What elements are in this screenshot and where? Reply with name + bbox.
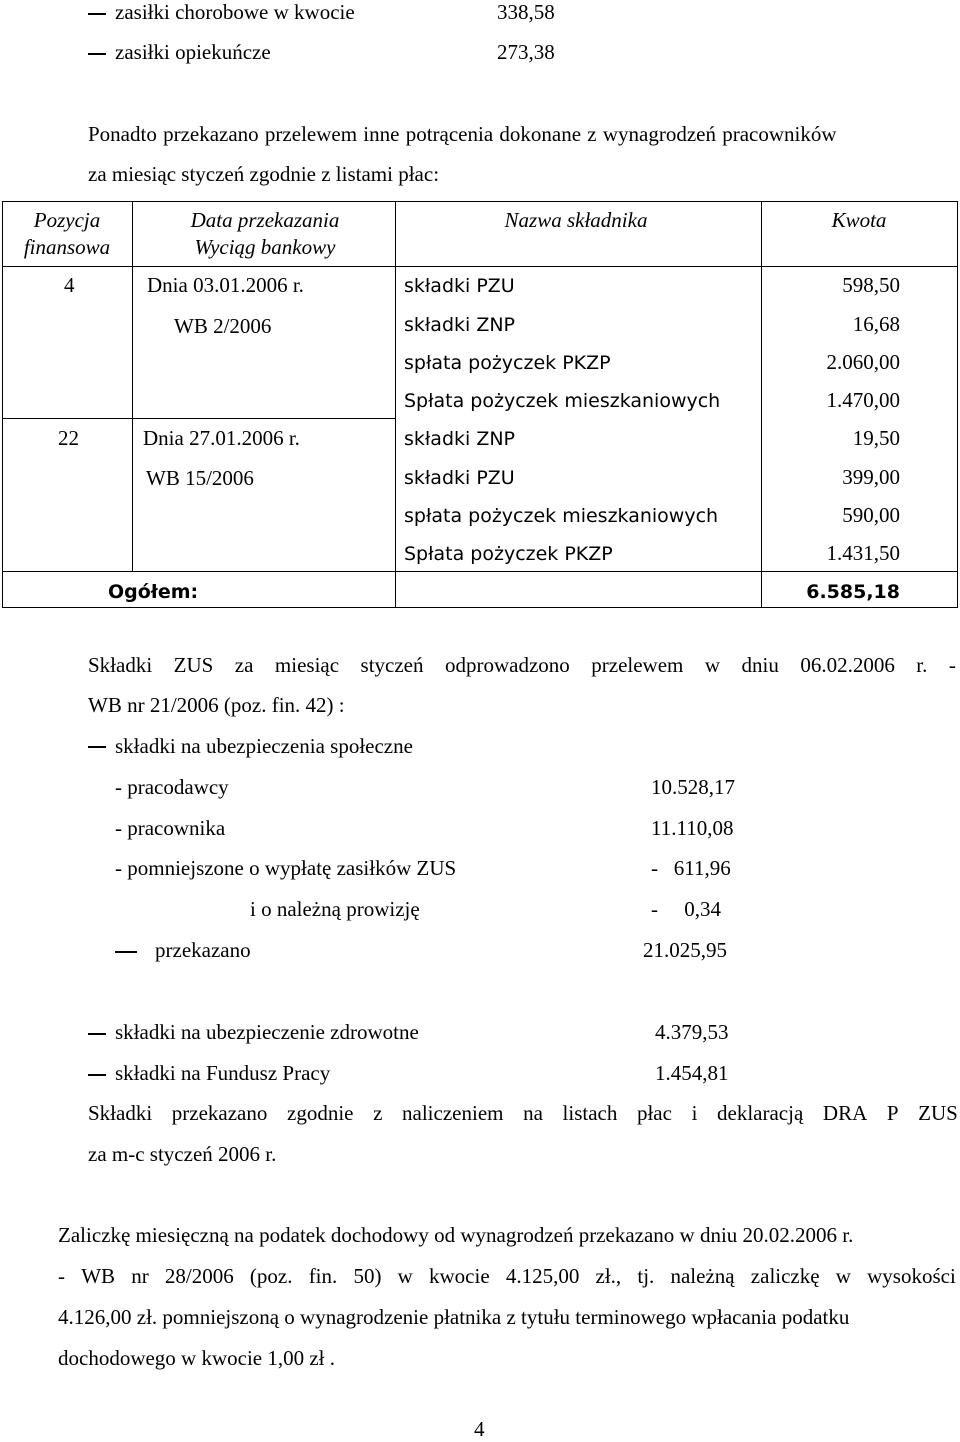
item-amount: 16,68 bbox=[852, 312, 900, 336]
word: w bbox=[835, 1264, 851, 1288]
word: dniu bbox=[741, 653, 779, 677]
item-name: składki ZNP bbox=[404, 314, 516, 336]
word: - bbox=[948, 653, 956, 677]
sub-item-label: i o należną prowizję bbox=[250, 897, 420, 921]
list-item-value: 338,58 bbox=[497, 0, 555, 24]
sub-item-value: 10.528,17 bbox=[651, 775, 735, 799]
word: fin. bbox=[308, 1264, 338, 1288]
header-nazwa-skladnika: Nazwa składnika bbox=[504, 208, 648, 232]
word: wysokości bbox=[867, 1264, 956, 1288]
item-name: spłata pożyczek mieszkaniowych bbox=[404, 505, 719, 527]
item-amount: 2.060,00 bbox=[826, 350, 900, 374]
zus-note-line: za m-c styczeń 2006 r. bbox=[88, 1142, 277, 1166]
list-item-label: zasiłki opiekuńcze bbox=[115, 40, 271, 64]
page-number: 4 bbox=[474, 1417, 485, 1441]
item-name: Spłata pożyczek mieszkaniowych bbox=[404, 390, 721, 412]
list-dash bbox=[88, 746, 106, 748]
paragraph-line: za miesiąc styczeń zgodnie z listami płac: bbox=[88, 162, 440, 186]
item-name: składki PZU bbox=[404, 467, 515, 489]
word: styczeń bbox=[360, 653, 424, 677]
word: P bbox=[886, 1101, 899, 1125]
word: - bbox=[58, 1264, 65, 1288]
zus-paragraph-line: WB nr 21/2006 (poz. fin. 42) : bbox=[88, 693, 345, 717]
word: na bbox=[523, 1101, 543, 1125]
tax-paragraph-line: 4.126,00 zł. pomniejszoną o wynagrodzenie płatnika z tytułu terminowego wpłacania podatku bbox=[58, 1305, 850, 1329]
tax-paragraph-line: dochodowego w kwocie 1,00 zł . bbox=[58, 1346, 336, 1370]
word: płac bbox=[636, 1101, 672, 1125]
word: i bbox=[691, 1101, 698, 1125]
transfer-date: Dnia 27.01.2006 r. bbox=[143, 426, 300, 450]
word: r. bbox=[916, 653, 928, 677]
word: 4.125,00 bbox=[505, 1264, 580, 1288]
tax-paragraph-line: Zaliczkę miesięczną na podatek dochodowy od wynagrodzeń przekazano w dniu 20.02.2006 r. bbox=[58, 1223, 854, 1247]
word: (poz. bbox=[249, 1264, 293, 1288]
word: Składki bbox=[88, 1101, 153, 1125]
list-item-label: składki na ubezpieczenie zdrowotne bbox=[115, 1020, 419, 1044]
pozycja-value: 22 bbox=[58, 426, 79, 450]
word: za bbox=[234, 653, 254, 677]
list-item-value: 4.379,53 bbox=[655, 1020, 729, 1044]
item-name: składki ZNP bbox=[404, 428, 516, 450]
item-amount: 590,00 bbox=[842, 503, 900, 527]
header-pozycja: Pozycja finansowa bbox=[23, 208, 111, 260]
item-name: składki PZU bbox=[404, 275, 515, 297]
sub-item-value: - 0,34 bbox=[651, 897, 721, 921]
list-dash bbox=[88, 13, 106, 15]
list-dash bbox=[88, 1033, 106, 1035]
bank-statement: WB 2/2006 bbox=[174, 314, 272, 338]
sub-item-value: 11.110,08 bbox=[651, 816, 734, 840]
word: w bbox=[704, 653, 721, 677]
list-item-label: składki na ubezpieczenia społeczne bbox=[115, 734, 413, 758]
list-dash bbox=[88, 53, 106, 55]
word: 06.02.2006 bbox=[800, 653, 895, 677]
word: należną bbox=[670, 1264, 735, 1288]
word: deklaracją bbox=[717, 1101, 804, 1125]
item-name: Spłata pożyczek PKZP bbox=[404, 543, 613, 565]
sub-item-label: - pomniejszone o wypłatę zasiłków ZUS bbox=[115, 856, 457, 880]
header-data-przekazania: Data przekazania Wyciąg bankowy bbox=[190, 208, 340, 260]
sub-item-label: - pracownika bbox=[115, 816, 226, 840]
word: kwocie bbox=[429, 1264, 490, 1288]
word: nr bbox=[131, 1264, 149, 1288]
list-item-value: 273,38 bbox=[497, 40, 555, 64]
item-amount: 1.431,50 bbox=[826, 541, 900, 565]
total-label: Ogółem: bbox=[108, 581, 199, 603]
list-item-value: 1.454,81 bbox=[655, 1061, 729, 1085]
word: 28/2006 bbox=[164, 1264, 234, 1288]
list-dash bbox=[115, 951, 137, 953]
word: ZUS bbox=[173, 653, 214, 677]
item-amount: 19,50 bbox=[852, 426, 900, 450]
word: zł., bbox=[595, 1264, 622, 1288]
word: 50) bbox=[353, 1264, 382, 1288]
word: przekazano bbox=[171, 1101, 268, 1125]
item-amount: 399,00 bbox=[842, 465, 900, 489]
word: z bbox=[373, 1101, 383, 1125]
total-value: 6.585,18 bbox=[806, 581, 900, 603]
zus-note-line bbox=[88, 1101, 958, 1126]
tax-paragraph-line bbox=[58, 1264, 956, 1289]
header-kwota: Kwota bbox=[831, 208, 887, 232]
sub-item-label: - pracodawcy bbox=[115, 775, 229, 799]
paragraph-line: Ponadto przekazano przelewem inne potrącenia dokonane z wynagrodzeń pracowników bbox=[88, 122, 837, 146]
item-name: spłata pożyczek PKZP bbox=[404, 352, 611, 374]
word: WB bbox=[81, 1264, 116, 1288]
word: w bbox=[397, 1264, 413, 1288]
item-amount: 598,50 bbox=[842, 273, 900, 297]
item-amount: 1.470,00 bbox=[826, 388, 900, 412]
word: Składki bbox=[88, 653, 153, 677]
sub-item-value: 21.025,95 bbox=[643, 938, 727, 962]
word: zaliczkę bbox=[750, 1264, 820, 1288]
list-item-label: składki na Fundusz Pracy bbox=[115, 1061, 331, 1085]
sub-item-label: przekazano bbox=[155, 938, 251, 962]
word: listach bbox=[562, 1101, 618, 1125]
pozycja-value: 4 bbox=[64, 273, 75, 297]
word: tj. bbox=[637, 1264, 655, 1288]
list-dash bbox=[88, 1074, 106, 1076]
word: ZUS bbox=[918, 1101, 958, 1125]
word: naliczeniem bbox=[402, 1101, 504, 1125]
word: zgodnie bbox=[287, 1101, 354, 1125]
word: przelewem bbox=[591, 653, 684, 677]
word: miesiąc bbox=[274, 653, 340, 677]
sub-item-value: - 611,96 bbox=[651, 856, 731, 880]
transfer-date: Dnia 03.01.2006 r. bbox=[147, 273, 304, 297]
word: odprowadzono bbox=[444, 653, 570, 677]
zus-paragraph-line bbox=[88, 653, 956, 678]
bank-statement: WB 15/2006 bbox=[146, 466, 254, 490]
list-item-label: zasiłki chorobowe w kwocie bbox=[115, 0, 355, 24]
word: DRA bbox=[822, 1101, 868, 1125]
